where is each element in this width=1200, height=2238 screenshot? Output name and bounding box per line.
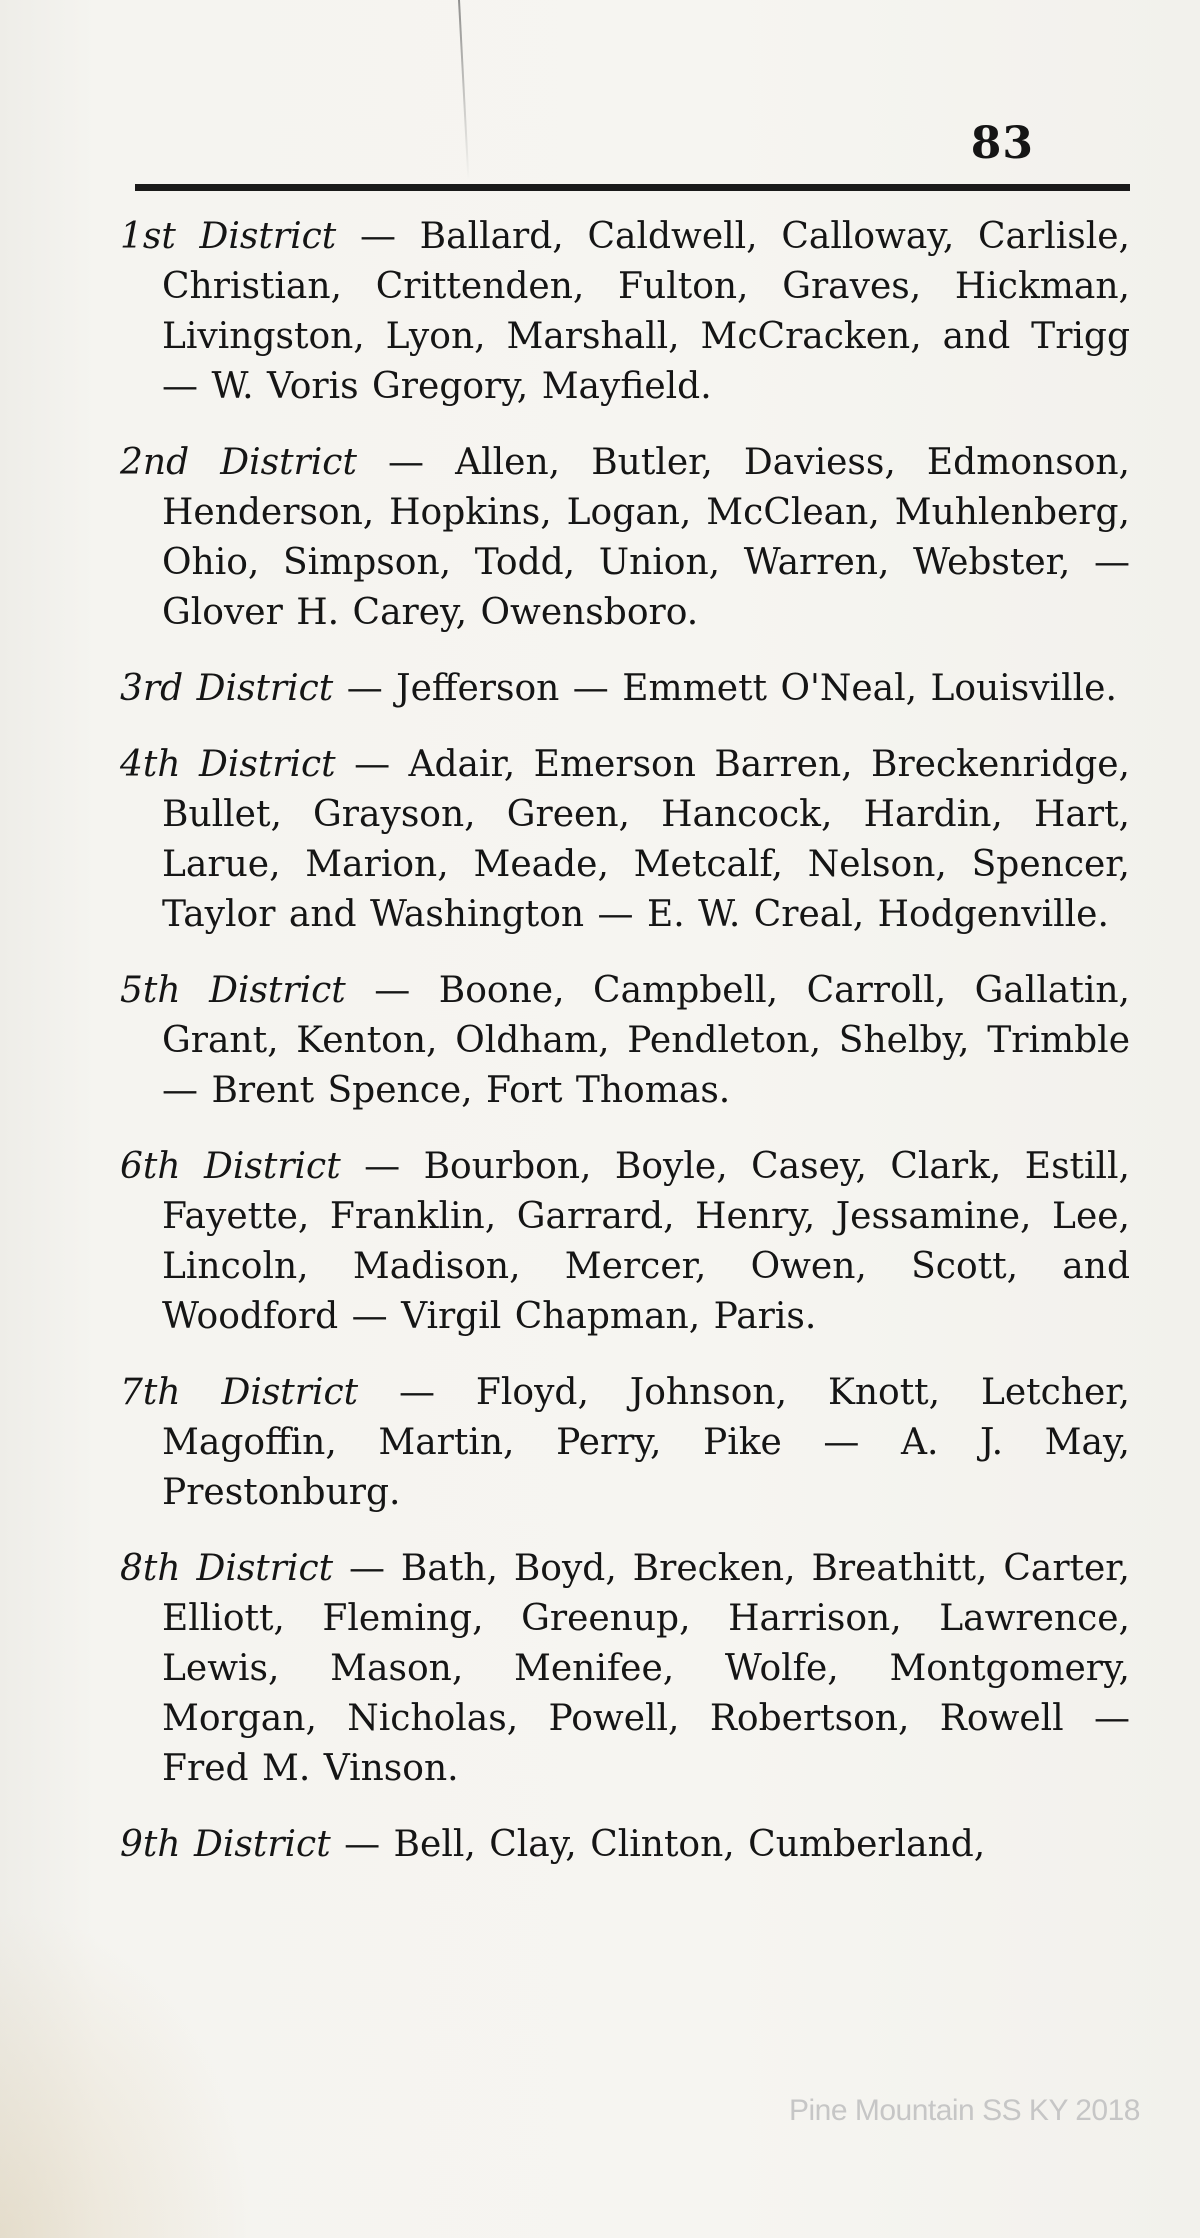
district-counties: — Ballard, Caldwell, Calloway, Carlisle, Christian, Crittenden, Fulton, Graves, Hickman, Livingston, Lyon, Marshall, McCracken, and Trigg — W. Voris Gregory, Mayfield. <box>162 216 1130 407</box>
district-label: 3rd District <box>120 668 334 709</box>
district-label: 2nd District <box>120 442 357 483</box>
header-rule <box>135 184 1130 191</box>
paper-stain <box>0 1908 260 2238</box>
district-label: 7th District <box>120 1372 359 1413</box>
district-label: 9th District <box>120 1824 331 1865</box>
page-crease <box>458 0 469 180</box>
district-entry <box>120 438 1130 638</box>
district-entry <box>120 664 1130 714</box>
district-entry <box>120 212 1130 412</box>
district-label: 5th District <box>120 970 346 1011</box>
district-label: 8th District <box>120 1548 334 1589</box>
district-entry <box>120 1544 1130 1794</box>
watermark: Pine Mountain SS KY 2018 <box>788 2094 1140 2127</box>
district-counties: — Jefferson — Emmett O'Neal, Louisville. <box>333 668 1117 709</box>
district-label: 1st District <box>120 216 337 257</box>
district-counties: — Floyd, Johnson, Knott, Letcher, Magoffin, Martin, Perry, Pike — A. J. May, Prestonburg. <box>162 1372 1130 1513</box>
district-counties: — Allen, Butler, Daviess, Edmonson, Henderson, Hopkins, Logan, McClean, Muhlenberg, Ohio, Simpson, Todd, Union, Warren, Webster, — Glover H. Carey, Owensboro. <box>162 442 1131 633</box>
district-label: 6th District <box>120 1146 341 1187</box>
district-counties: — Bath, Boyd, Brecken, Breathitt, Carter, Elliott, Fleming, Greenup, Harrison, Lawrence, Lewis, Mason, Menifee, Wolfe, Montgomery, Morgan, Nicholas, Powell, Robertson, Rowell — Fred M. Vinson. <box>162 1548 1130 1789</box>
district-counties: — Bell, Clay, Clinton, Cumberland, <box>330 1824 986 1865</box>
page-number: 83 <box>970 118 1034 169</box>
district-counties: — Boone, Campbell, Carroll, Gallatin, Grant, Kenton, Oldham, Pendleton, Shelby, Trimble — Brent Spence, Fort Thomas. <box>162 970 1130 1111</box>
district-counties: — Adair, Emerson Barren, Breckenridge, Bullet, Grayson, Green, Hancock, Hardin, Hart, Larue, Marion, Meade, Metcalf, Nelson, Spencer, Taylor and Washington — E. W. Creal, Hodgenville. <box>162 744 1131 935</box>
district-entry <box>120 1368 1130 1518</box>
district-entry <box>120 1820 1130 1870</box>
district-list <box>120 212 1130 1896</box>
district-entry <box>120 966 1130 1116</box>
district-counties: — Bourbon, Boyle, Casey, Clark, Estill, Fayette, Franklin, Garrard, Henry, Jessamine, Lee, Lincoln, Madison, Mercer, Owen, Scott, and Woodford — Virgil Chapman, Paris. <box>162 1146 1130 1337</box>
district-entry <box>120 740 1130 940</box>
district-entry <box>120 1142 1130 1342</box>
district-label: 4th District <box>120 744 336 785</box>
